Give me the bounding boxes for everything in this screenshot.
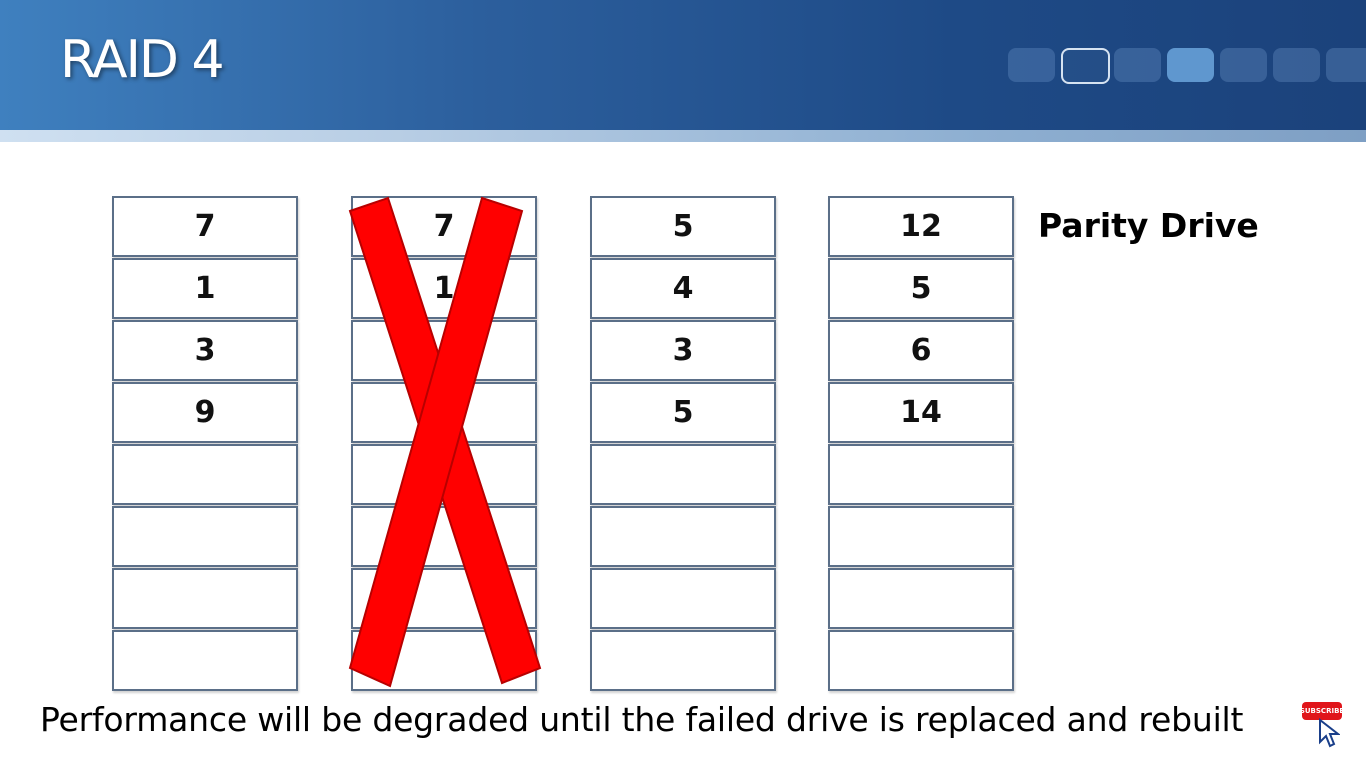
drive-cell: 3 [112, 320, 298, 381]
parity-cell: 6 [828, 320, 1014, 381]
drive-cell [112, 506, 298, 567]
parity-cell [828, 506, 1014, 567]
parity-cell: 14 [828, 382, 1014, 443]
parity-cell: 5 [828, 258, 1014, 319]
parity-drive [828, 196, 1014, 692]
drive-cell: 9 [112, 382, 298, 443]
drive-cell: 7 [351, 196, 537, 257]
drive-cell [590, 568, 776, 629]
drive-cell: 3 [590, 320, 776, 381]
drive-cell [112, 444, 298, 505]
drive-cell: 4 [590, 258, 776, 319]
nav-tile [1061, 48, 1110, 84]
drive-cell [590, 444, 776, 505]
drive-cell [112, 568, 298, 629]
nav-tile-active [1167, 48, 1214, 82]
drive-cell [590, 630, 776, 691]
parity-cell [828, 568, 1014, 629]
slide-header [0, 0, 1366, 142]
nav-tile [1114, 48, 1161, 82]
drive-cell: 5 [590, 196, 776, 257]
slide-caption: Performance will be degraded until the failed drive is replaced and rebuilt [40, 700, 1244, 739]
parity-drive-label: Parity Drive [1038, 206, 1259, 245]
pointer-cursor-icon [1318, 718, 1340, 748]
parity-cell [828, 444, 1014, 505]
drive-cell: 1 [112, 258, 298, 319]
drive-cell: 7 [112, 196, 298, 257]
nav-tile [1326, 48, 1366, 82]
parity-cell: 12 [828, 196, 1014, 257]
drive-1 [112, 196, 298, 692]
subscribe-button[interactable]: SUBSCRIBE [1302, 702, 1342, 720]
nav-tile [1008, 48, 1055, 82]
drive-cell [590, 506, 776, 567]
nav-tile [1273, 48, 1320, 82]
nav-tile [1220, 48, 1267, 82]
slide-title: RAID 4 [60, 30, 223, 90]
drive-cell [112, 630, 298, 691]
failure-x-icon [340, 186, 550, 696]
drive-cell: 1 [351, 258, 537, 319]
drive-3 [590, 196, 776, 692]
drive-cell: 5 [590, 382, 776, 443]
parity-cell [828, 630, 1014, 691]
